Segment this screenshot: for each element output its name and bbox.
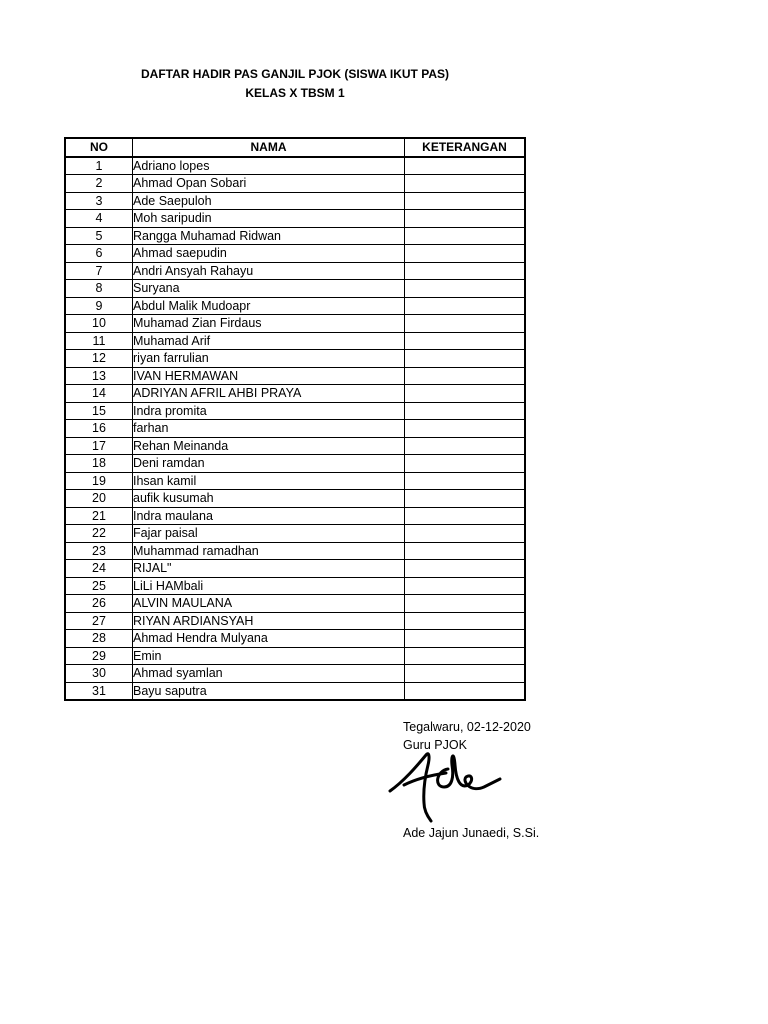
keterangan-cell bbox=[405, 245, 526, 263]
keterangan-cell bbox=[405, 385, 526, 403]
table-row bbox=[65, 647, 525, 665]
row-number: 16 bbox=[65, 420, 133, 438]
student-name: ALVIN MAULANA bbox=[133, 595, 405, 613]
student-name: Indra maulana bbox=[133, 507, 405, 525]
table-row bbox=[65, 402, 525, 420]
row-number: 3 bbox=[65, 192, 133, 210]
attendance-table bbox=[64, 137, 526, 701]
table-row bbox=[65, 525, 525, 543]
keterangan-cell bbox=[405, 210, 526, 228]
student-name: Deni ramdan bbox=[133, 455, 405, 473]
row-number: 24 bbox=[65, 560, 133, 578]
table-row bbox=[65, 350, 525, 368]
keterangan-cell bbox=[405, 402, 526, 420]
keterangan-cell bbox=[405, 612, 526, 630]
keterangan-cell bbox=[405, 490, 526, 508]
student-name: Rangga Muhamad Ridwan bbox=[133, 227, 405, 245]
row-number: 4 bbox=[65, 210, 133, 228]
table-header-row bbox=[65, 138, 525, 157]
row-number: 8 bbox=[65, 280, 133, 298]
table-row bbox=[65, 227, 525, 245]
row-number: 31 bbox=[65, 682, 133, 700]
handwritten-signature bbox=[388, 745, 503, 825]
student-name: Adriano lopes bbox=[133, 157, 405, 175]
table-row bbox=[65, 507, 525, 525]
table-row bbox=[65, 595, 525, 613]
row-number: 26 bbox=[65, 595, 133, 613]
row-number: 1 bbox=[65, 157, 133, 175]
row-number: 11 bbox=[65, 332, 133, 350]
keterangan-cell bbox=[405, 507, 526, 525]
keterangan-cell bbox=[405, 665, 526, 683]
student-name: ADRIYAN AFRIL AHBI PRAYA bbox=[133, 385, 405, 403]
student-name: Bayu saputra bbox=[133, 682, 405, 700]
keterangan-cell bbox=[405, 280, 526, 298]
table-row bbox=[65, 577, 525, 595]
row-number: 9 bbox=[65, 297, 133, 315]
keterangan-cell bbox=[405, 560, 526, 578]
keterangan-cell bbox=[405, 227, 526, 245]
row-number: 6 bbox=[65, 245, 133, 263]
row-number: 19 bbox=[65, 472, 133, 490]
keterangan-cell bbox=[405, 630, 526, 648]
row-number: 22 bbox=[65, 525, 133, 543]
table-row bbox=[65, 192, 525, 210]
keterangan-cell bbox=[405, 525, 526, 543]
row-number: 28 bbox=[65, 630, 133, 648]
student-name: Ade Saepuloh bbox=[133, 192, 405, 210]
keterangan-cell bbox=[405, 262, 526, 280]
student-name: Moh saripudin bbox=[133, 210, 405, 228]
student-name: riyan farrulian bbox=[133, 350, 405, 368]
student-name: Ahmad Opan Sobari bbox=[133, 175, 405, 193]
table-row bbox=[65, 490, 525, 508]
student-name: RIJAL" bbox=[133, 560, 405, 578]
row-number: 30 bbox=[65, 665, 133, 683]
student-name: aufik kusumah bbox=[133, 490, 405, 508]
student-name: Indra promita bbox=[133, 402, 405, 420]
table-row bbox=[65, 210, 525, 228]
table-row bbox=[65, 385, 525, 403]
table-body bbox=[65, 157, 525, 701]
table-row bbox=[65, 420, 525, 438]
row-number: 15 bbox=[65, 402, 133, 420]
row-number: 14 bbox=[65, 385, 133, 403]
table-row bbox=[65, 437, 525, 455]
keterangan-cell bbox=[405, 577, 526, 595]
row-number: 25 bbox=[65, 577, 133, 595]
keterangan-cell bbox=[405, 297, 526, 315]
keterangan-cell bbox=[405, 192, 526, 210]
keterangan-cell bbox=[405, 647, 526, 665]
table-row bbox=[65, 332, 525, 350]
student-name: Fajar paisal bbox=[133, 525, 405, 543]
row-number: 21 bbox=[65, 507, 133, 525]
keterangan-cell bbox=[405, 332, 526, 350]
student-name: Ahmad Hendra Mulyana bbox=[133, 630, 405, 648]
place-date: Tegalwaru, 02-12-2020 bbox=[403, 720, 531, 734]
row-number: 12 bbox=[65, 350, 133, 368]
signer-name: Ade Jajun Junaedi, S.Si. bbox=[403, 826, 540, 840]
keterangan-cell bbox=[405, 350, 526, 368]
row-number: 5 bbox=[65, 227, 133, 245]
document-subtitle: KELAS X TBSM 1 bbox=[245, 86, 345, 100]
student-name: Abdul Malik Mudoapr bbox=[133, 297, 405, 315]
student-name: Ahmad saepudin bbox=[133, 245, 405, 263]
student-name: LiLi HAMbali bbox=[133, 577, 405, 595]
table-row bbox=[65, 682, 525, 700]
table-row bbox=[65, 297, 525, 315]
row-number: 17 bbox=[65, 437, 133, 455]
table-row bbox=[65, 175, 525, 193]
row-number: 2 bbox=[65, 175, 133, 193]
column-header-no: NO bbox=[65, 138, 133, 157]
table-row bbox=[65, 472, 525, 490]
student-name: Muhammad ramadhan bbox=[133, 542, 405, 560]
table-row bbox=[65, 262, 525, 280]
student-name: Andri Ansyah Rahayu bbox=[133, 262, 405, 280]
table-row bbox=[65, 665, 525, 683]
row-number: 10 bbox=[65, 315, 133, 333]
keterangan-cell bbox=[405, 455, 526, 473]
keterangan-cell bbox=[405, 157, 526, 175]
keterangan-cell bbox=[405, 367, 526, 385]
row-number: 18 bbox=[65, 455, 133, 473]
column-header-keterangan: KETERANGAN bbox=[405, 138, 526, 157]
keterangan-cell bbox=[405, 472, 526, 490]
table-row bbox=[65, 280, 525, 298]
table-row bbox=[65, 630, 525, 648]
table-row bbox=[65, 542, 525, 560]
keterangan-cell bbox=[405, 682, 526, 700]
student-name: Muhamad Zian Firdaus bbox=[133, 315, 405, 333]
row-number: 13 bbox=[65, 367, 133, 385]
table-row bbox=[65, 315, 525, 333]
student-name: Rehan Meinanda bbox=[133, 437, 405, 455]
table-row bbox=[65, 612, 525, 630]
table-row bbox=[65, 455, 525, 473]
table-row bbox=[65, 367, 525, 385]
row-number: 7 bbox=[65, 262, 133, 280]
student-name: IVAN HERMAWAN bbox=[133, 367, 405, 385]
document-title: DAFTAR HADIR PAS GANJIL PJOK (SISWA IKUT PAS) bbox=[140, 67, 449, 81]
keterangan-cell bbox=[405, 175, 526, 193]
student-name: Ihsan kamil bbox=[133, 472, 405, 490]
table-row bbox=[65, 560, 525, 578]
student-name: Muhamad Arif bbox=[133, 332, 405, 350]
keterangan-cell bbox=[405, 595, 526, 613]
row-number: 23 bbox=[65, 542, 133, 560]
student-name: farhan bbox=[133, 420, 405, 438]
table-row bbox=[65, 157, 525, 175]
column-header-nama: NAMA bbox=[133, 138, 405, 157]
table-row bbox=[65, 245, 525, 263]
row-number: 29 bbox=[65, 647, 133, 665]
student-name: Ahmad syamlan bbox=[133, 665, 405, 683]
row-number: 27 bbox=[65, 612, 133, 630]
student-name: Suryana bbox=[133, 280, 405, 298]
keterangan-cell bbox=[405, 542, 526, 560]
keterangan-cell bbox=[405, 420, 526, 438]
student-name: RIYAN ARDIANSYAH bbox=[133, 612, 405, 630]
keterangan-cell bbox=[405, 437, 526, 455]
student-name: Emin bbox=[133, 647, 405, 665]
signer-role: Guru PJOK bbox=[403, 738, 467, 752]
keterangan-cell bbox=[405, 315, 526, 333]
row-number: 20 bbox=[65, 490, 133, 508]
